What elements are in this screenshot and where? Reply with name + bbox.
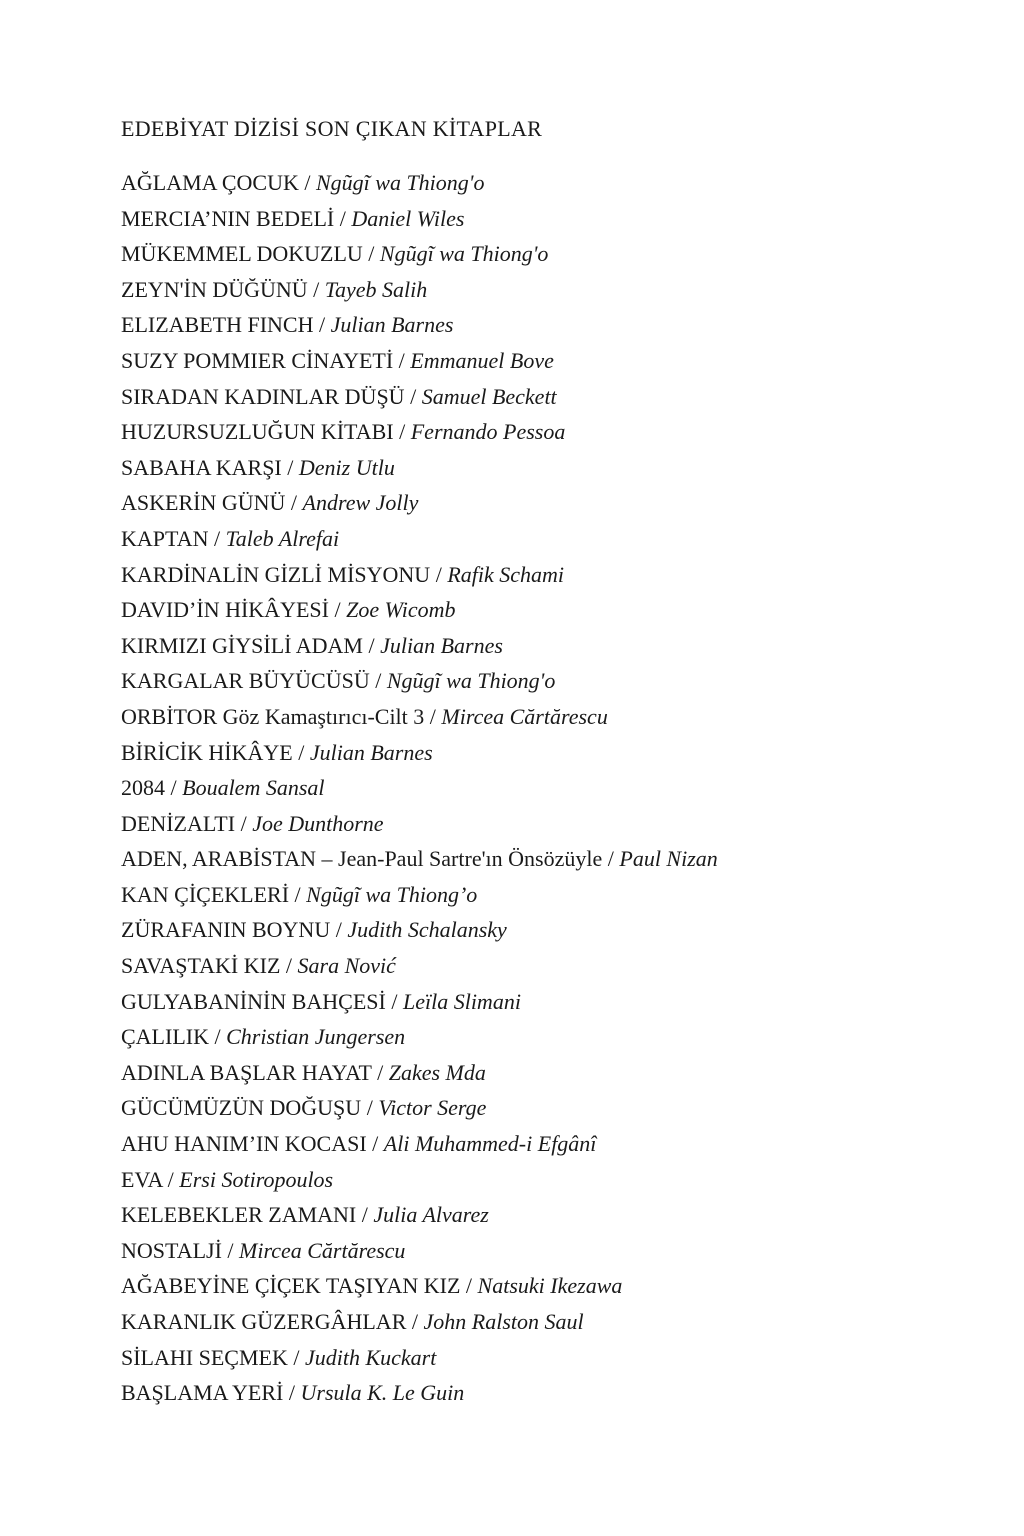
book-author: Mircea Cărtărescu <box>239 1237 406 1263</box>
separator: / <box>280 953 298 979</box>
book-title: HUZURSUZLUĞUN KİTABI <box>121 419 394 445</box>
separator: / <box>406 1309 424 1334</box>
book-author: Ngũgĩ wa Thiong'o <box>379 241 549 267</box>
book-author: Daniel Wiles <box>351 205 465 231</box>
list-item <box>121 1197 961 1233</box>
page-title: EDEBİYAT DİZİSİ SON ÇIKAN KİTAPLAR <box>121 116 543 141</box>
list-item <box>121 236 961 272</box>
book-author: Julian Barnes <box>380 632 503 658</box>
book-author: Ngũgĩ wa Thiong’o <box>306 881 478 907</box>
book-list <box>121 165 961 1411</box>
list-item <box>121 1340 961 1376</box>
book-author: Ersi Sotiropoulos <box>179 1166 334 1192</box>
list-item <box>121 343 961 379</box>
book-title: ZÜRAFANIN BOYNU <box>121 917 331 943</box>
separator: / <box>165 775 183 801</box>
book-title: KARGALAR BÜYÜCÜSÜ <box>121 668 370 694</box>
list-item <box>121 628 961 664</box>
list-item <box>121 592 961 628</box>
book-title: ZEYN'İN DÜĞÜNÜ <box>121 276 308 302</box>
list-item <box>121 379 961 415</box>
list-item <box>121 948 961 984</box>
list-item <box>121 1126 961 1162</box>
separator: / <box>328 597 347 623</box>
list-item <box>121 557 961 593</box>
separator: / <box>334 205 352 231</box>
book-title: KARANLIK GÜZERGÂHLAR <box>121 1309 407 1334</box>
book-title: AHU HANIM’IN KOCASI <box>121 1131 367 1157</box>
book-author: Joe Dunthorne <box>252 810 384 836</box>
list-item <box>121 1233 961 1269</box>
book-author: John Ralston Saul <box>423 1309 584 1334</box>
list-item <box>121 841 961 877</box>
book-title: KAN ÇİÇEKLERİ <box>121 881 290 907</box>
list-item <box>121 806 961 842</box>
list-item <box>121 877 961 913</box>
list-item <box>121 201 961 237</box>
book-title: EVA <box>121 1166 163 1192</box>
separator: / <box>208 1024 227 1050</box>
book-author: Natsuki Ikezawa <box>477 1273 623 1299</box>
book-title: SIRADAN KADINLAR DÜŞÜ <box>121 383 405 409</box>
list-item <box>121 485 961 521</box>
book-author: Fernando Pessoa <box>410 419 566 445</box>
book-title: GULYABANİNİN BAHÇESİ <box>121 988 386 1014</box>
book-author: Zakes Mda <box>388 1059 486 1085</box>
book-author: Ngũgĩ wa Thiong'o <box>315 170 485 195</box>
separator: / <box>424 703 442 729</box>
separator: / <box>362 632 381 658</box>
separator: / <box>330 917 348 943</box>
list-item <box>121 1268 961 1304</box>
book-author: Julia Alvarez <box>373 1202 489 1228</box>
separator: / <box>287 1344 305 1370</box>
separator: / <box>404 383 422 409</box>
list-item <box>121 450 961 486</box>
book-title: KIRMIZI GİYSİLİ ADAM <box>121 632 363 658</box>
separator: / <box>162 1166 180 1192</box>
book-author: Ali Muhammed-i Efgânî <box>383 1131 597 1157</box>
book-title: DAVID’İN HİKÂYESİ <box>121 597 329 623</box>
separator: / <box>235 810 253 836</box>
separator: / <box>602 846 620 872</box>
separator: / <box>430 561 448 587</box>
separator: / <box>385 988 403 1014</box>
book-title: KARDİNALİN GİZLİ MİSYONU <box>121 561 431 587</box>
book-author: Leïla Slimani <box>402 988 521 1014</box>
list-item <box>121 699 961 735</box>
book-title: AĞLAMA ÇOCUK <box>121 170 299 195</box>
separator: / <box>208 525 226 551</box>
book-title: ELIZABETH FINCH <box>121 312 314 338</box>
book-author: Ursula K. Le Guin <box>300 1380 465 1406</box>
list-item <box>121 307 961 343</box>
book-title: SAVAŞTAKİ KIZ <box>121 953 281 979</box>
list-item <box>121 735 961 771</box>
list-item <box>121 1090 961 1126</box>
book-author: Samuel Beckett <box>421 383 557 409</box>
book-title: BİRİCİK HİKÂYE <box>121 739 293 765</box>
book-author: Judith Kuckart <box>304 1344 437 1370</box>
list-item <box>121 663 961 699</box>
book-title: KELEBEKLER ZAMANI <box>121 1202 357 1228</box>
book-title: SİLAHI SEÇMEK <box>121 1344 288 1370</box>
list-item <box>121 1162 961 1198</box>
list-item <box>121 521 961 557</box>
book-title: MÜKEMMEL DOKUZLU <box>121 241 363 267</box>
book-author: Emmanuel Bove <box>410 347 554 373</box>
separator: / <box>460 1273 478 1299</box>
book-title: NOSTALJİ <box>121 1237 222 1263</box>
separator: / <box>356 1202 374 1228</box>
book-title: ASKERİN GÜNÜ <box>121 490 286 516</box>
book-author: Victor Serge <box>378 1095 487 1121</box>
book-author: Julian Barnes <box>309 739 433 765</box>
list-item <box>121 165 961 201</box>
book-title: BAŞLAMA YERİ <box>121 1380 284 1406</box>
separator: / <box>298 170 316 195</box>
book-title: SUZY POMMIER CİNAYETİ <box>121 347 394 373</box>
list-item <box>121 1019 961 1055</box>
book-title: 2084 <box>121 775 165 801</box>
separator: / <box>393 419 411 445</box>
book-title: ADEN, ARABİSTAN – Jean-Paul Sartre'ın Önsözüyle <box>121 846 603 872</box>
separator: / <box>371 1059 389 1085</box>
book-title: DENİZALTI <box>121 810 236 836</box>
book-author: Ngũgĩ wa Thiong'o <box>386 668 556 694</box>
book-author: Boualem Sansal <box>182 775 325 801</box>
book-list-page <box>121 112 961 1411</box>
separator: / <box>281 454 299 480</box>
separator: / <box>361 1095 379 1121</box>
separator: / <box>307 276 325 302</box>
book-title: ORBİTOR Göz Kamaştırıcı-Cilt 3 <box>121 703 425 729</box>
book-author: Christian Jungersen <box>226 1024 406 1050</box>
separator: / <box>313 312 331 338</box>
separator: / <box>221 1237 240 1263</box>
book-title: ADINLA BAŞLAR HAYAT <box>121 1059 372 1085</box>
book-author: Mircea Cărtărescu <box>441 703 608 729</box>
book-title: MERCIA’NIN BEDELİ <box>121 205 335 231</box>
book-author: Andrew Jolly <box>302 490 419 516</box>
list-item <box>121 414 961 450</box>
separator: / <box>362 241 380 267</box>
book-title: ÇALILIK <box>121 1024 209 1050</box>
book-author: Judith Schalansky <box>347 917 507 943</box>
list-item <box>121 1304 961 1340</box>
list-item <box>121 272 961 308</box>
separator: / <box>292 739 310 765</box>
separator: / <box>393 347 411 373</box>
book-title: AĞABEYİNE ÇİÇEK TAŞIYAN KIZ <box>121 1273 461 1299</box>
separator: / <box>289 881 307 907</box>
list-item <box>121 770 961 806</box>
book-author: Zoe Wicomb <box>346 597 456 623</box>
book-author: Taleb Alrefai <box>225 525 340 551</box>
separator: / <box>283 1380 301 1406</box>
book-title: GÜCÜMÜZÜN DOĞUŞU <box>121 1095 362 1121</box>
book-author: Deniz Utlu <box>298 454 395 480</box>
book-author: Tayeb Salih <box>324 276 428 302</box>
book-author: Julian Barnes <box>330 312 454 338</box>
book-author: Paul Nizan <box>619 846 718 872</box>
list-item <box>121 984 961 1020</box>
separator: / <box>369 668 387 694</box>
book-author: Sara Nović <box>297 953 396 979</box>
book-title: KAPTAN <box>121 525 209 551</box>
list-item <box>121 912 961 948</box>
book-title: SABAHA KARŞI <box>121 454 282 480</box>
separator: / <box>366 1131 384 1157</box>
list-item <box>121 1055 961 1091</box>
list-item <box>121 1375 961 1411</box>
separator: / <box>285 490 303 516</box>
book-author: Rafik Schami <box>447 561 565 587</box>
